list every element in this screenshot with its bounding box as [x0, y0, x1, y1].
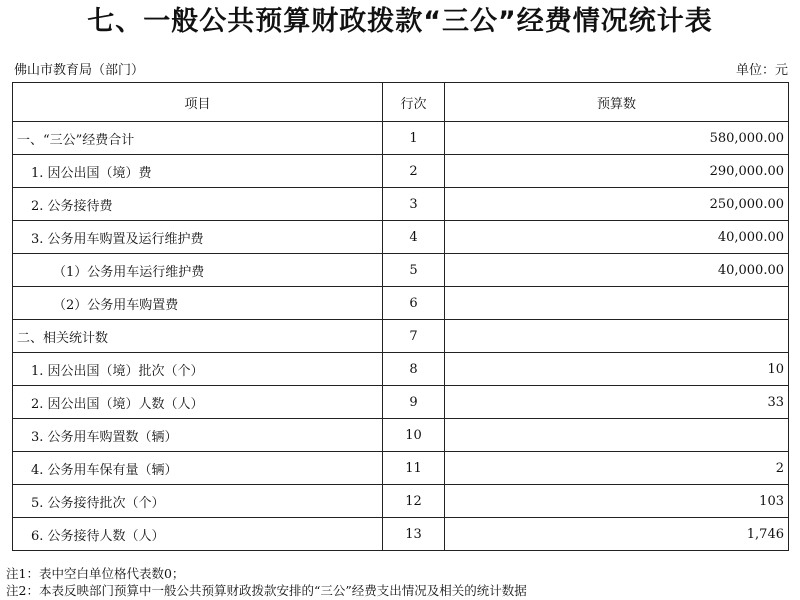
table-row — [13, 452, 789, 485]
row-line-no: 1 — [383, 122, 445, 155]
row-line-no: 11 — [383, 452, 445, 485]
row-item: 3. 公务用车购置及运行维护费 — [13, 221, 383, 254]
row-item: 1. 因公出国（境）费 — [13, 155, 383, 188]
row-amount — [445, 320, 789, 353]
row-amount: 40,000.00 — [445, 254, 789, 287]
table-row — [13, 287, 789, 320]
table-row — [13, 386, 789, 419]
row-amount: 40,000.00 — [445, 221, 789, 254]
header-amount: 预算数 — [445, 83, 789, 122]
table-row — [13, 353, 789, 386]
table-row — [13, 518, 789, 551]
organization-label: 佛山市教育局（部门） — [14, 63, 145, 78]
row-amount: 2 — [445, 452, 789, 485]
row-amount — [445, 287, 789, 320]
row-item: 3. 公务用车购置数（辆） — [13, 419, 383, 452]
row-item: （1）公务用车运行维护费 — [13, 254, 383, 287]
row-line-no: 7 — [383, 320, 445, 353]
table-row — [13, 485, 789, 518]
row-item: （2）公务用车购置费 — [13, 287, 383, 320]
row-item: 2. 公务接待费 — [13, 188, 383, 221]
footnote-1: 注1：表中空白单位格代表数0； — [6, 566, 185, 581]
row-amount: 580,000.00 — [445, 122, 789, 155]
row-line-no: 13 — [383, 518, 445, 551]
row-item: 4. 公务用车保有量（辆） — [13, 452, 383, 485]
row-amount: 1,746 — [445, 518, 789, 551]
table-row — [13, 188, 789, 221]
table-row — [13, 320, 789, 353]
footnotes — [6, 565, 527, 599]
row-item: 1. 因公出国（境）批次（个） — [13, 353, 383, 386]
page-title: 七、一般公共预算财政拨款“三公”经费情况统计表 — [87, 6, 713, 37]
header-item: 项目 — [13, 83, 383, 122]
header-line-no: 行次 — [383, 83, 445, 122]
table-row — [13, 155, 789, 188]
row-line-no: 12 — [383, 485, 445, 518]
row-line-no: 3 — [383, 188, 445, 221]
row-amount — [445, 419, 789, 452]
row-line-no: 9 — [383, 386, 445, 419]
row-line-no: 6 — [383, 287, 445, 320]
row-amount: 250,000.00 — [445, 188, 789, 221]
table-row — [13, 221, 789, 254]
row-item: 二、相关统计数 — [13, 320, 383, 353]
row-amount: 10 — [445, 353, 789, 386]
row-amount: 33 — [445, 386, 789, 419]
table-header-row — [13, 83, 789, 122]
row-line-no: 4 — [383, 221, 445, 254]
row-amount: 103 — [445, 485, 789, 518]
table-row — [13, 419, 789, 452]
row-line-no: 8 — [383, 353, 445, 386]
row-amount: 290,000.00 — [445, 155, 789, 188]
footnote-2: 注2：本表反映部门预算中一般公共预算财政拨款安排的“三公”经费支出情况及相关的统计数据 — [6, 583, 527, 598]
row-item: 5. 公务接待批次（个） — [13, 485, 383, 518]
table-row — [13, 254, 789, 287]
table-row — [13, 122, 789, 155]
row-item: 2. 因公出国（境）人数（人） — [13, 386, 383, 419]
unit-label: 单位：元 — [735, 63, 788, 78]
row-line-no: 2 — [383, 155, 445, 188]
expense-table — [12, 82, 789, 551]
row-item: 一、“三公”经费合计 — [13, 122, 383, 155]
row-line-no: 5 — [383, 254, 445, 287]
row-line-no: 10 — [383, 419, 445, 452]
row-item: 6. 公务接待人数（人） — [13, 518, 383, 551]
